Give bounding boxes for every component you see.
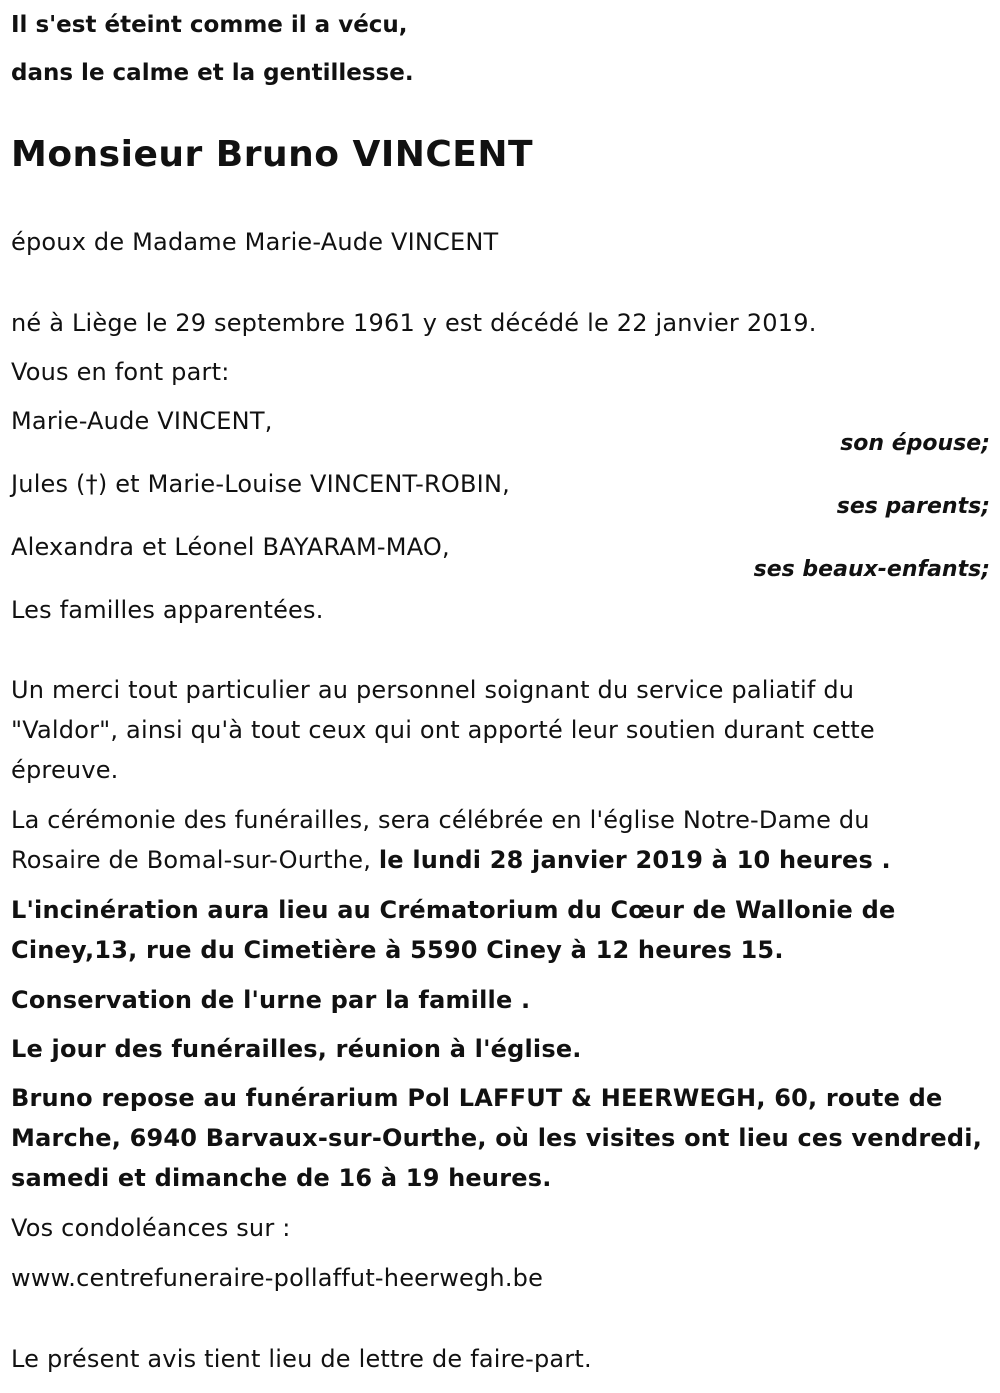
visitation-line-2: Marche, 6940 Barvaux-sur-Ourthe, où les visites ont lieu ces vendredi, [11,1124,983,1152]
announcers-intro: Vous en font part: [11,358,230,386]
urn-notice: Conservation de l'urne par la famille . [11,986,531,1014]
birth-death-line: né à Liège le 29 septembre 1961 y est décédé le 22 janvier 2019. [11,309,817,337]
family-member-names: Jules (†) et Marie-Louise VINCENT-ROBIN, [11,470,510,498]
ceremony-line-1: La cérémonie des funérailles, sera célébrée en l'église Notre-Dame du [11,806,870,834]
family-member-relation: ses beaux-enfants; [753,557,990,582]
family-member-relation: ses parents; [836,494,990,519]
ceremony-line-2 [11,840,891,880]
deceased-name: Monsieur Bruno VINCENT [11,134,534,175]
incineration-line-2: Ciney,13, rue du Cimetière à 5590 Ciney à 12 heures 15. [11,936,784,964]
family-member-relation: son épouse; [840,431,990,456]
visitation-line-1: Bruno repose au funérarium Pol LAFFUT & HEERWEGH, 60, route de [11,1084,943,1112]
reunion-notice: Le jour des funérailles, réunion à l'église. [11,1035,582,1063]
spouse-line: époux de Madame Marie-Aude VINCENT [11,228,499,256]
ceremony-date-time: le lundi 28 janvier 2019 à 10 heures . [378,846,891,874]
epigraph-line-2: dans le calme et la gentillesse. [11,60,414,86]
condolences-intro: Vos condoléances sur : [11,1214,291,1242]
condolences-url: www.centrefuneraire-pollaffut-heerwegh.be [11,1264,544,1292]
family-member-names: Alexandra et Léonel BAYARAM-MAO, [11,533,450,561]
thanks-line-1: Un merci tout particulier au personnel soignant du service paliatif du [11,676,855,704]
family-member-names: Marie-Aude VINCENT, [11,407,273,435]
closing-note: Le présent avis tient lieu de lettre de faire-part. [11,1345,592,1373]
epigraph-line-1: Il s'est éteint comme il a vécu, [11,12,408,38]
visitation-line-3: samedi et dimanche de 16 à 19 heures. [11,1164,552,1192]
thanks-line-3: épreuve. [11,756,119,784]
ceremony-location: Rosaire de Bomal-sur-Ourthe, [11,846,379,874]
incineration-line-1: L'incinération aura lieu au Crématorium du Cœur de Wallonie de [11,896,896,924]
related-families: Les familles apparentées. [11,596,324,624]
thanks-line-2: "Valdor", ainsi qu'à tout ceux qui ont apporté leur soutien durant cette [11,716,875,744]
